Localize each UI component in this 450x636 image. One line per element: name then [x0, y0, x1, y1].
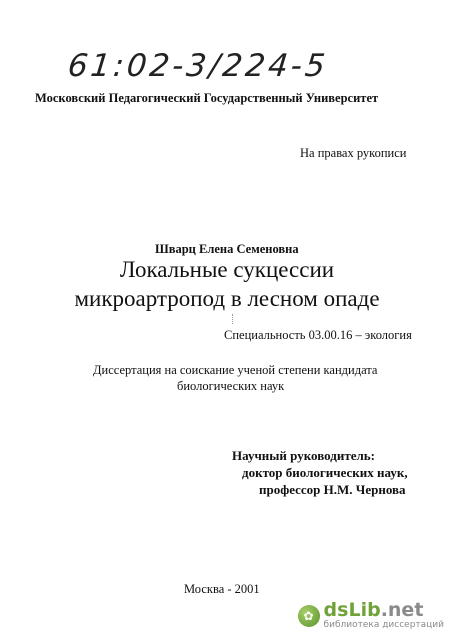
- dissertation-title: [42, 255, 412, 313]
- degree-statement: [93, 362, 393, 394]
- leaf-icon: ✿: [298, 605, 320, 627]
- supervisor-heading: Научный руководитель:: [232, 448, 375, 463]
- degree-line-1: Диссертация на соискание ученой степени кандидата: [93, 363, 378, 377]
- supervisor-block: [232, 447, 408, 498]
- supervisor-name: профессор Н.М. Чернова: [259, 482, 406, 497]
- specialty-code: Специальность 03.00.16 – экология: [224, 328, 412, 342]
- watermark-brand: [324, 601, 444, 620]
- university-name: Московский Педагогический Государственный Университет: [35, 91, 379, 105]
- scan-artifact: [232, 314, 234, 324]
- degree-line-2: биологических наук: [177, 379, 285, 393]
- city-year: Москва - 2001: [184, 582, 260, 596]
- dslib-watermark[interactable]: [298, 601, 444, 630]
- supervisor-degree: доктор биологических наук,: [242, 465, 408, 480]
- title-line-1: Локальные сукцессии: [119, 257, 335, 282]
- watermark-text: [324, 601, 444, 630]
- archive-number-handwritten: 61:02-3/224-5: [66, 48, 330, 84]
- watermark-brand-main: dsLib: [323, 599, 381, 621]
- watermark-brand-tld: .net: [380, 599, 424, 621]
- author-name: Шварц Елена Семеновна: [155, 242, 299, 256]
- watermark-subtitle: библиотека диссертаций: [323, 620, 444, 630]
- title-line-2: микроартропод в лесном опаде: [74, 286, 380, 311]
- manuscript-rights-note: На правах рукописи: [300, 146, 407, 160]
